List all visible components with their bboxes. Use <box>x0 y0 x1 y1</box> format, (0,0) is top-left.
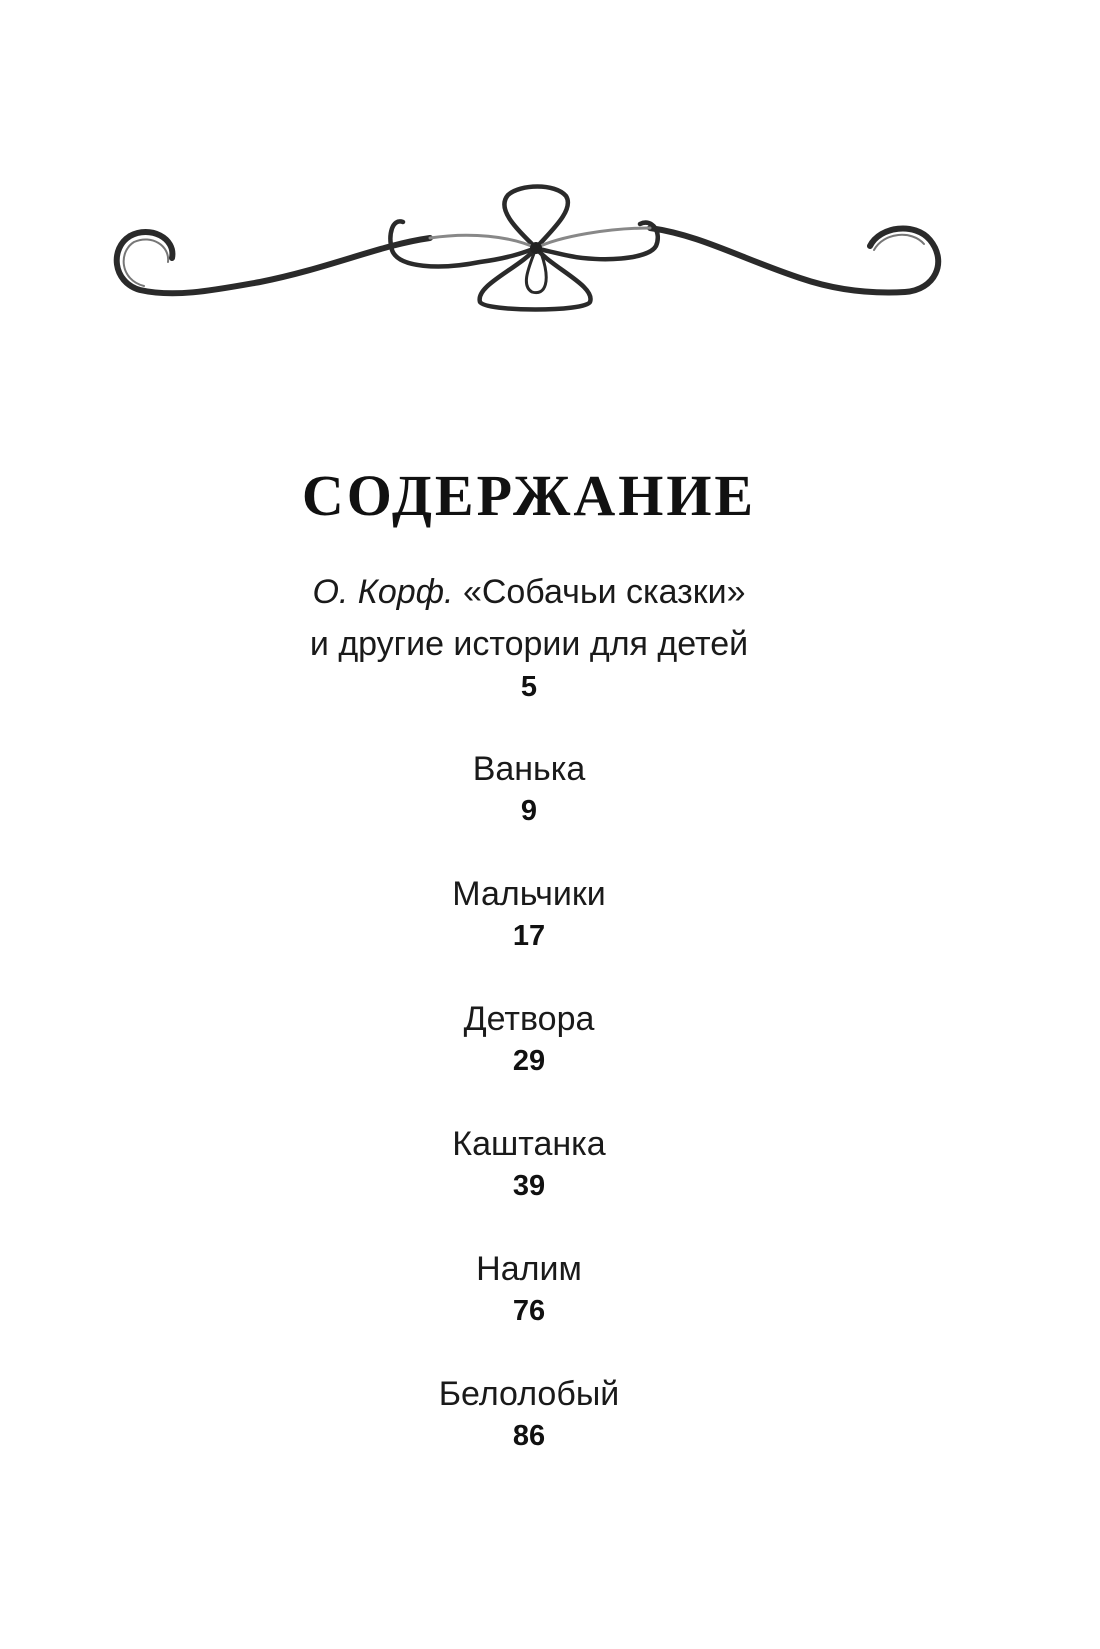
toc-entry-page: 76 <box>512 1295 546 1327</box>
toc-entry-title: Детвора <box>463 1000 595 1038</box>
page-title: СОДЕРЖАНИЕ <box>301 463 757 528</box>
toc-entry-title: Налим <box>476 1250 582 1288</box>
toc-entry-page: 86 <box>512 1420 546 1452</box>
toc-intro-title: «Собачьи сказки» <box>462 573 746 611</box>
decorative-ornament-flourish <box>0 0 1100 340</box>
toc-entry-page: 29 <box>512 1045 546 1077</box>
toc-entry-page: 17 <box>512 920 546 952</box>
toc-entry-page: 9 <box>520 795 538 827</box>
toc-entry-title: Каштанка <box>452 1125 606 1163</box>
toc-entry-title: Ванька <box>472 750 586 788</box>
toc-intro-line1 <box>0 573 1058 612</box>
toc-intro-line2: и другие истории для детей <box>309 625 749 663</box>
toc-intro-page: 5 <box>520 671 538 703</box>
toc-entry-title: Мальчики <box>452 875 606 913</box>
toc-entry-title: Белолобый <box>438 1375 620 1413</box>
toc-entry-page: 39 <box>512 1170 546 1202</box>
toc-intro-author: О. Корф. <box>312 573 454 611</box>
